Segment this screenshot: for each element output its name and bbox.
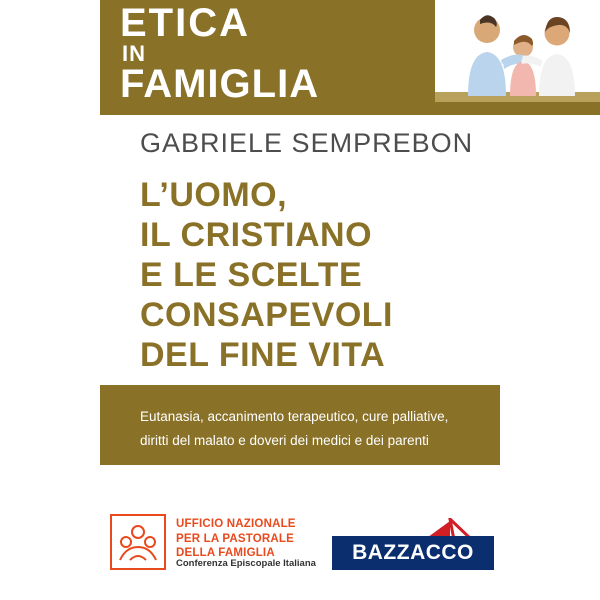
ufficio-line-3: DELLA FAMIGLIA bbox=[176, 547, 275, 560]
ufficio-line-2: PER LA PASTORALE bbox=[176, 532, 294, 545]
title-line-3: E LE SCELTE bbox=[140, 256, 363, 295]
title-line-1: L’UOMO, bbox=[140, 176, 288, 214]
ufficio-logo-subline: Conferenza Episcopale Italiana bbox=[176, 558, 316, 569]
book-title bbox=[140, 175, 500, 376]
family-photo bbox=[435, 0, 600, 115]
series-line-1: ETICA bbox=[120, 1, 250, 45]
ufficio-line-1: UFFICIO NAZIONALE bbox=[176, 518, 296, 530]
series-line-3: FAMIGLIA bbox=[120, 61, 320, 106]
title-line-5: DEL FINE VITA bbox=[140, 336, 386, 375]
book-subtitle bbox=[140, 405, 470, 452]
title-line-2: IL CRISTIANO bbox=[140, 216, 373, 255]
title-line-4: CONSAPEVOLI bbox=[140, 296, 393, 335]
family-photo-illustration bbox=[435, 0, 600, 115]
logo-row bbox=[0, 512, 600, 582]
author-name: GABRIELE SEMPREBON bbox=[140, 128, 474, 158]
family-emblem-glyph bbox=[112, 516, 164, 568]
publisher-name: BAZZACCO bbox=[352, 541, 474, 564]
subtitle-line-2: diritti del malato e doveri dei medici e dei parenti bbox=[140, 432, 429, 448]
series-title bbox=[120, 1, 350, 106]
family-emblem-icon bbox=[110, 514, 166, 570]
series-line-2: IN bbox=[122, 41, 146, 67]
subtitle-band bbox=[100, 385, 500, 465]
ufficio-nazionale-logo bbox=[110, 512, 325, 574]
subtitle-line-1: Eutanasia, accanimento terapeutico, cure palliative, bbox=[140, 409, 449, 424]
ufficio-logo-text bbox=[176, 517, 296, 561]
publisher-logo bbox=[332, 518, 494, 570]
